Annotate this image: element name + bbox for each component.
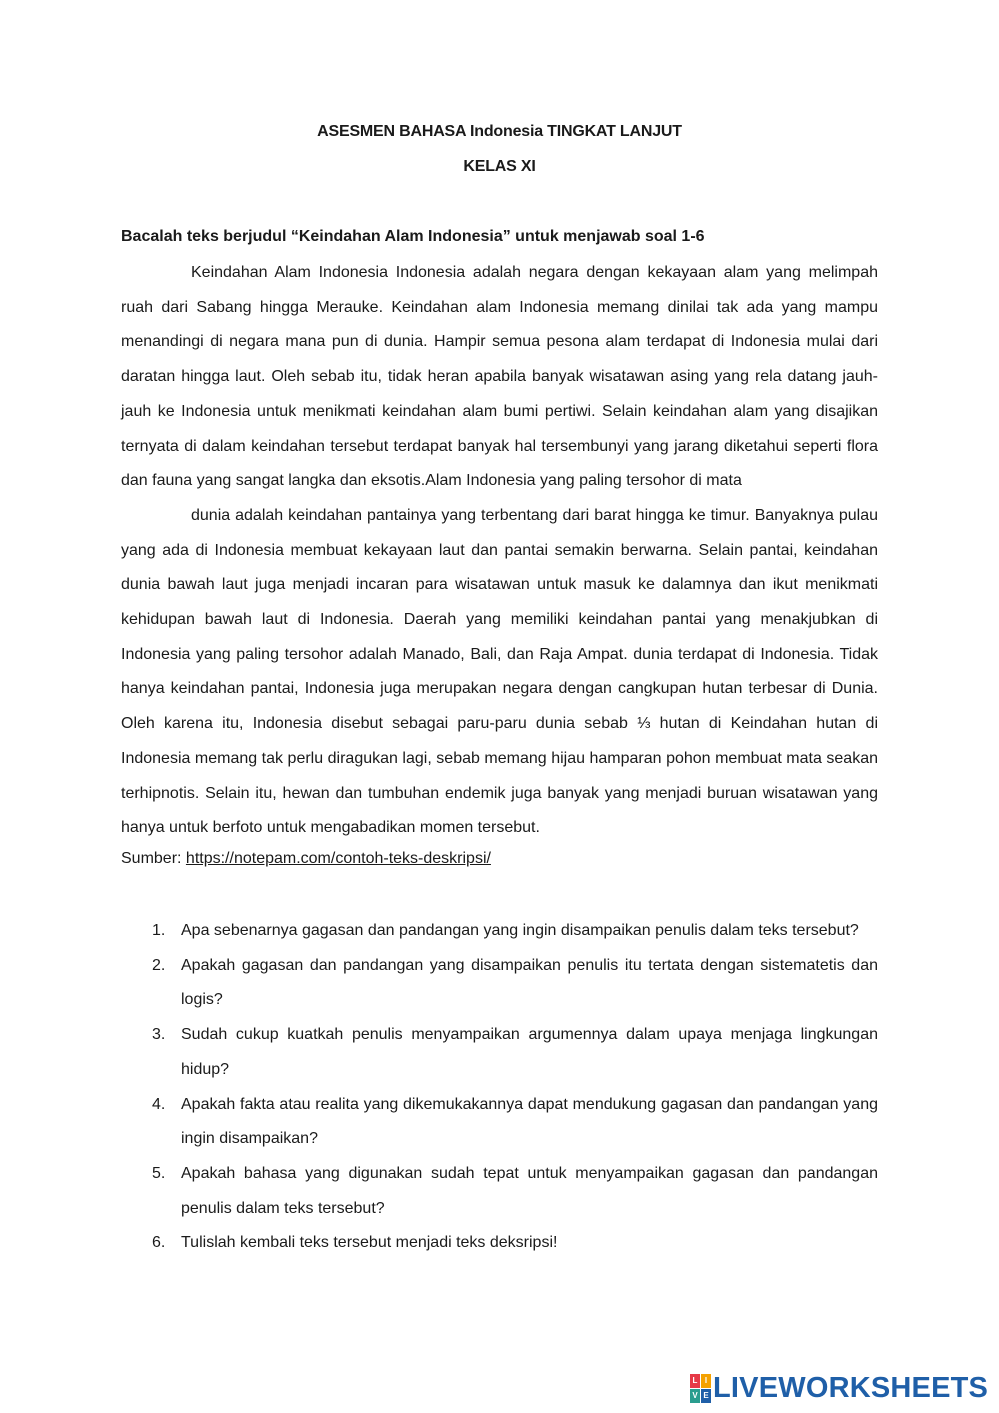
source-link[interactable]: https://notepam.com/contoh-teks-deskripsi/ [185,850,491,867]
logo-mark-letter: V [690,1389,700,1403]
question-text: Tulislah kembali teks tersebut menjadi teks deksripsi! [181,1234,558,1252]
passage-paragraph-1: Keindahan Alam Indonesia Indonesia adalah negara dengan kekayaan alam yang melimpah ruah dari Sabang hingga Merauke. Keindahan alam Indonesia memang dinilai tak ada yang mampu menandingi di negara mana pun di dunia. Hampir semua pesona alam terdapat di Indonesia mulai dari daratan hingga laut. Oleh sebab itu, tidak heran apabila banyak wisatawan asing yang rela datang jauh-jauh ke Indonesia untuk menikmati keindahan alam bumi pertiwi. Selain keindahan alam yang disajikan ternyata di dalam keindahan tersebut terdapat banyak hal tersembunyi yang jarang diketahui seperti flora dan fauna yang sangat langka dan eksotis.Alam Indonesia yang paling tersohor di mata [121,264,878,490]
question-list [146,914,878,1261]
logo-mark-letter: L [690,1374,700,1388]
question-item [146,1088,878,1157]
question-number: 2. [152,956,166,974]
question-item [146,1018,878,1087]
passage-paragraph-2: dunia adalah keindahan pantainya yang terbentang dari barat hingga ke timur. Banyaknya pulau yang ada di Indonesia membuat kekayaan laut dan pantai semakin berwarna. Selain pantai, keindahan dunia bawah laut juga menjadi incaran para wisatawan untuk masuk ke dalamnya dan ikut menikmati kehidupan bawah laut di Indonesia. Daerah yang memiliki keindahan pantai yang menakjubkan di Indonesia yang paling tersohor adalah Manado, Bali, dan Raja Ampat. dunia terdapat di Indonesia. Tidak hanya keindahan pantai, Indonesia juga merupakan negara dengan cangkupan hutan terbesar di Dunia. Oleh karena itu, Indonesia disebut sebagai paru-paru dunia sebab ⅓ hutan di Keindahan hutan di Indonesia memang tak perlu diragukan lagi, sebab memang hijau hamparan pohon membuat mata seakan terhipnotis. Selain itu, hewan dan tumbuhan endemik juga banyak yang menjadi buruan wisatawan yang hanya untuk berfoto untuk mengabadikan momen tersebut. [121,506,878,837]
logo-mark-icon [690,1374,710,1402]
reading-passage [121,256,878,846]
logo-mark-letter: I [701,1374,711,1388]
question-text: Apakah bahasa yang digunakan sudah tepat untuk menyampaikan gagasan dan pandangan penulis dalam teks tersebut? [181,1164,878,1217]
question-number: 5. [152,1164,166,1182]
document-title: ASESMEN BAHASA Indonesia TINGKAT LANJUT [317,123,682,140]
question-number: 6. [152,1234,166,1252]
question-item [146,1226,878,1261]
question-text: Apakah gagasan dan pandangan yang disampaikan penulis itu tertata dengan sistematetis dan logis? [181,956,878,1009]
source-label: Sumber: [121,850,186,867]
question-text: Apa sebenarnya gagasan dan pandangan yang ingin disampaikan penulis dalam teks tersebut? [181,922,859,939]
source-citation [121,850,491,868]
question-number: 3. [152,1026,166,1044]
question-item [146,1157,878,1226]
question-item [146,914,878,949]
logo-mark-letter: E [701,1389,711,1403]
reading-instruction: Bacalah teks berjudul “Keindahan Alam Indonesia” untuk menjawab soal 1-6 [121,228,705,245]
question-number: 4. [152,1095,166,1113]
liveworksheets-logo [690,1372,988,1404]
logo-text: LIVEWORKSHEETS [713,1371,989,1404]
question-text: Apakah fakta atau realita yang dikemukakannya dapat mendukung gagasan dan pandangan yang ingin disampaikan? [181,1095,878,1148]
question-number: 1. [152,922,166,939]
document-subtitle-class: KELAS XI [463,158,536,175]
question-item [146,949,878,1018]
question-text: Sudah cukup kuatkah penulis menyampaikan argumennya dalam upaya menjaga lingkungan hidup? [181,1026,878,1078]
